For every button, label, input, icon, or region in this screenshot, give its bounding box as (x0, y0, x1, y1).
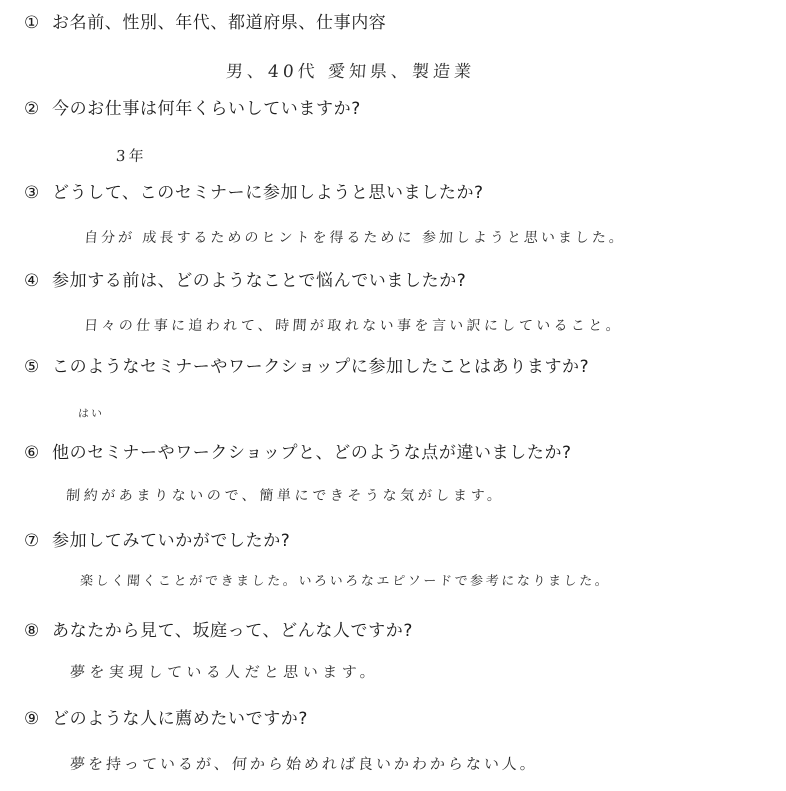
question-1 (24, 12, 386, 34)
question-number: ⑦ (24, 531, 40, 551)
question-text: あなたから見て、坂庭って、どんな人ですか? (52, 621, 413, 641)
question-number: ② (24, 99, 40, 119)
question-number: ① (24, 13, 40, 33)
answer-1: 男、40代 愛知県、製造業 (225, 62, 476, 82)
question-number: ⑥ (24, 443, 40, 463)
question-9 (24, 708, 308, 730)
question-text: 参加してみていかがでしたか? (52, 531, 291, 551)
question-6 (24, 442, 572, 464)
question-2 (24, 98, 361, 120)
answer-7: 楽しく聞くことができました。いろいろなエピソードで参考になりました。 (79, 574, 611, 589)
answer-6: 制約があまりないので、簡単にできそうな気がします。 (65, 488, 506, 504)
question-number: ⑧ (24, 621, 40, 641)
question-number: ③ (24, 183, 40, 203)
question-number: ⑨ (24, 709, 40, 729)
question-number: ⑤ (24, 357, 40, 377)
question-text: 他のセミナーやワークショップと、どのような点が違いましたか? (52, 443, 572, 463)
question-7 (24, 530, 290, 552)
question-text: 参加する前は、どのようなことで悩んでいましたか? (52, 271, 467, 291)
question-5 (24, 356, 589, 378)
answer-9: 夢を持っているが、何から始めれば良いかわからない人。 (69, 755, 539, 773)
question-text: 今のお仕事は何年くらいしていますか? (52, 99, 361, 119)
question-text: このようなセミナーやワークショップに参加したことはありますか? (52, 357, 590, 377)
question-8 (24, 620, 413, 642)
question-text: どのような人に薦めたいですか? (52, 709, 309, 729)
answer-5: はい (77, 407, 105, 420)
question-3 (24, 182, 484, 204)
question-text: お名前、性別、年代、都道府県、仕事内容 (52, 13, 387, 33)
answer-4: 日々の仕事に追われて、時間が取れない事を言い訳にしていること。 (83, 318, 624, 334)
question-4 (24, 270, 466, 292)
answer-8: 夢を実現している人だと思います。 (69, 663, 380, 681)
answer-3: 自分が 成長するためのヒントを得るために 参加しようと思いました。 (83, 230, 627, 246)
answer-2: 3年 (115, 147, 148, 165)
question-text: どうして、このセミナーに参加しようと思いましたか? (52, 183, 484, 203)
question-number: ④ (24, 271, 40, 291)
